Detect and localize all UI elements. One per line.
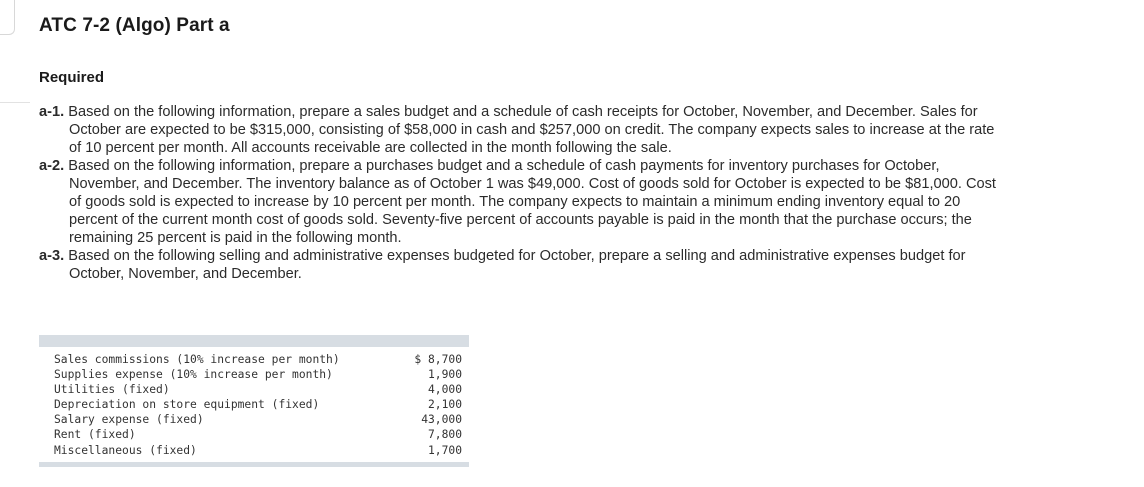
expense-amount: 43,000	[421, 413, 462, 427]
requirement-text: Based on the following information, prepare a purchases budget and a schedule of cash payments for inventory purchases for October, November, and December. The inventory balance as of October 1 was $49,000. Cost of goods sold for October is expected to be $81,000. Cost of goods sold is expected to increase by 10 percent per month. The company expects to maintain a minimum ending inventory equal to 20 percent of the current month cost of goods sold. Seventy-five percent of accounts payable is paid in the month that the purchase occurs; the remaining 25 percent is paid in the following month.	[68, 158, 996, 246]
required-heading: Required	[39, 69, 105, 86]
requirement-a1	[39, 103, 999, 157]
page-title: ATC 7-2 (Algo) Part a	[39, 15, 230, 36]
expense-amount: $ 8,700	[414, 353, 462, 366]
requirement-text: Based on the following selling and administrative expenses budgeted for October, prepare a selling and administrative expenses budget for October, November, and December.	[68, 248, 966, 282]
expense-amount: 1,700	[427, 443, 462, 457]
expense-amount: 7,800	[427, 428, 462, 442]
table-row	[39, 352, 469, 367]
requirement-a2	[39, 157, 999, 247]
requirement-label: a-2.	[39, 158, 65, 174]
requirement-label: a-3.	[39, 248, 65, 264]
table-row	[39, 412, 469, 427]
table-row	[39, 427, 469, 442]
requirement-label: a-1.	[39, 104, 65, 120]
table-row	[39, 382, 469, 397]
corner-decoration	[0, 0, 15, 35]
expense-item: Rent (fixed)	[54, 428, 136, 442]
expense-item: Utilities (fixed)	[54, 383, 170, 397]
expense-amount: 1,900	[427, 368, 462, 382]
requirement-a3	[39, 247, 999, 283]
table-row	[39, 443, 469, 458]
table-row	[39, 367, 469, 382]
expense-item: Sales commissions (10% increase per month)	[54, 353, 340, 366]
requirement-text: Based on the following information, prepare a sales budget and a schedule of cash receipts for October, November, and December. Sales for October are expected to be $315,000, consisting of $58,000 in cash and $257,000 on credit. The company expects sales to increase at the rate of 10 percent per month. All accounts receivable are collected in the month following the sale.	[68, 104, 995, 156]
expenses-table	[39, 335, 469, 467]
expense-amount: 4,000	[427, 383, 462, 397]
table-row	[39, 397, 469, 412]
expense-item: Depreciation on store equipment (fixed)	[54, 398, 320, 412]
expense-item: Salary expense (fixed)	[54, 413, 204, 427]
divider	[0, 102, 30, 103]
expense-amount: 2,100	[427, 398, 462, 412]
expense-item: Miscellaneous (fixed)	[54, 443, 197, 457]
requirements-list	[39, 103, 999, 283]
expense-item: Supplies expense (10% increase per month)	[54, 368, 333, 382]
